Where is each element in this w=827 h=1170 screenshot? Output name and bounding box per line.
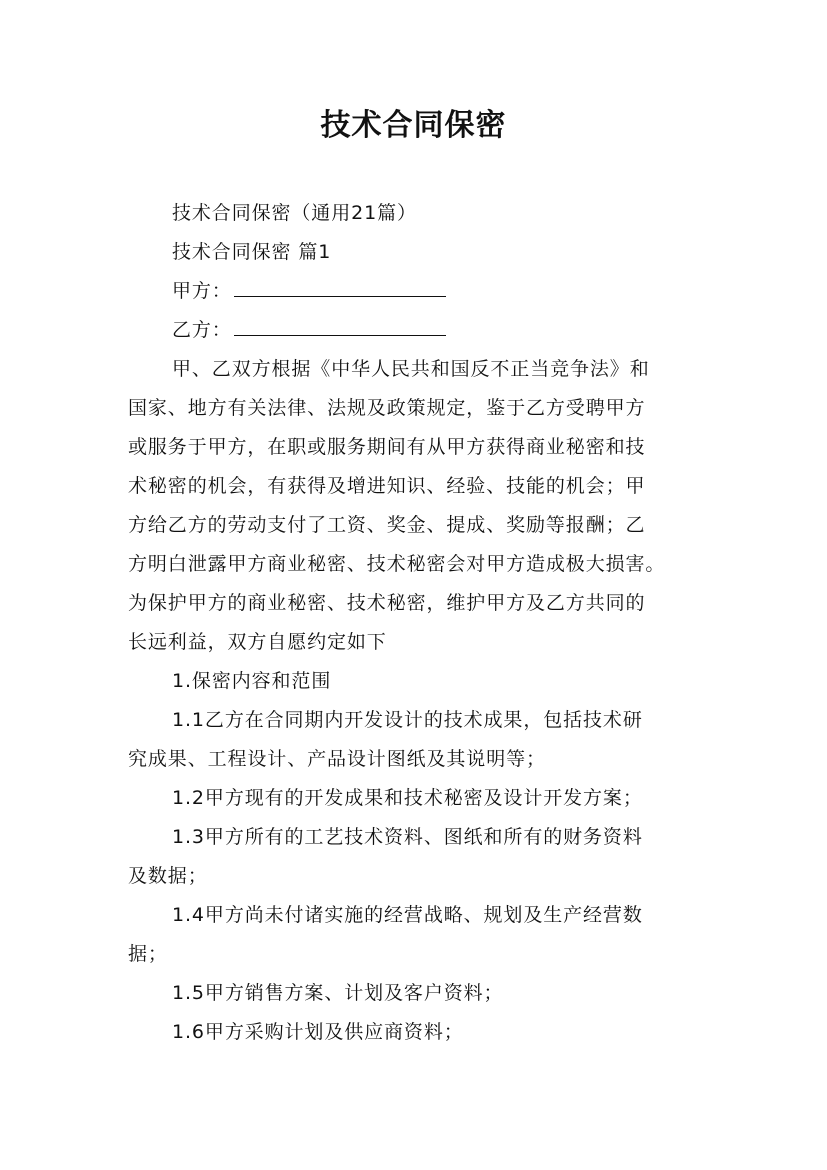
paragraph-line: 为保护甲方的商业秘密、技术秘密，维护甲方及乙方共同的 <box>128 592 646 614</box>
clause-heading: 1.保密内容和范围 <box>172 670 332 692</box>
paragraph-line: 或服务于甲方，在职或服务期间有从甲方获得商业秘密和技 <box>128 436 646 458</box>
document-title: 技术合同保密 <box>320 108 507 143</box>
paragraph-line: 术秘密的机会，有获得及增进知识、经验、技能的机会；甲 <box>128 475 646 497</box>
section-heading: 技术合同保密 篇1 <box>172 241 332 263</box>
subtitle: 技术合同保密（通用21篇） <box>172 202 417 224</box>
party-b-label: 乙方： <box>172 319 232 341</box>
paragraph-line: 甲、乙双方根据《中华人民共和国反不正当竞争法》和 <box>172 358 650 380</box>
clause-item: 1.2甲方现有的开发成果和技术秘密及设计开发方案； <box>172 787 643 809</box>
clause-item: 1.5甲方销售方案、计划及客户资料； <box>172 982 504 1004</box>
paragraph-line: 国家、地方有关法律、法规及政策规定，鉴于乙方受聘甲方 <box>128 397 646 419</box>
clause-item: 1.3甲方所有的工艺技术资料、图纸和所有的财务资料 <box>172 826 643 848</box>
clause-item-cont: 据； <box>128 943 168 965</box>
paragraph-line: 方给乙方的劳动支付了工资、奖金、提成、奖励等报酬；乙 <box>128 514 646 536</box>
party-b-line <box>172 317 446 343</box>
clause-item: 1.6甲方采购计划及供应商资料； <box>172 1021 464 1043</box>
clause-item-cont: 及数据； <box>128 865 208 887</box>
party-a-label: 甲方： <box>172 280 232 302</box>
party-a-blank <box>234 278 446 297</box>
party-b-blank <box>234 317 446 336</box>
paragraph-line: 方明白泄露甲方商业秘密、技术秘密会对甲方造成极大损害。 <box>128 553 666 575</box>
clause-item: 1.4甲方尚未付诸实施的经营战略、规划及生产经营数 <box>172 904 643 926</box>
clause-item-cont: 究成果、工程设计、产品设计图纸及其说明等； <box>128 748 546 770</box>
paragraph-line: 长远利益，双方自愿约定如下 <box>128 631 387 653</box>
clause-item: 1.1乙方在合同期内开发设计的技术成果，包括技术研 <box>172 709 643 731</box>
party-a-line <box>172 278 446 304</box>
